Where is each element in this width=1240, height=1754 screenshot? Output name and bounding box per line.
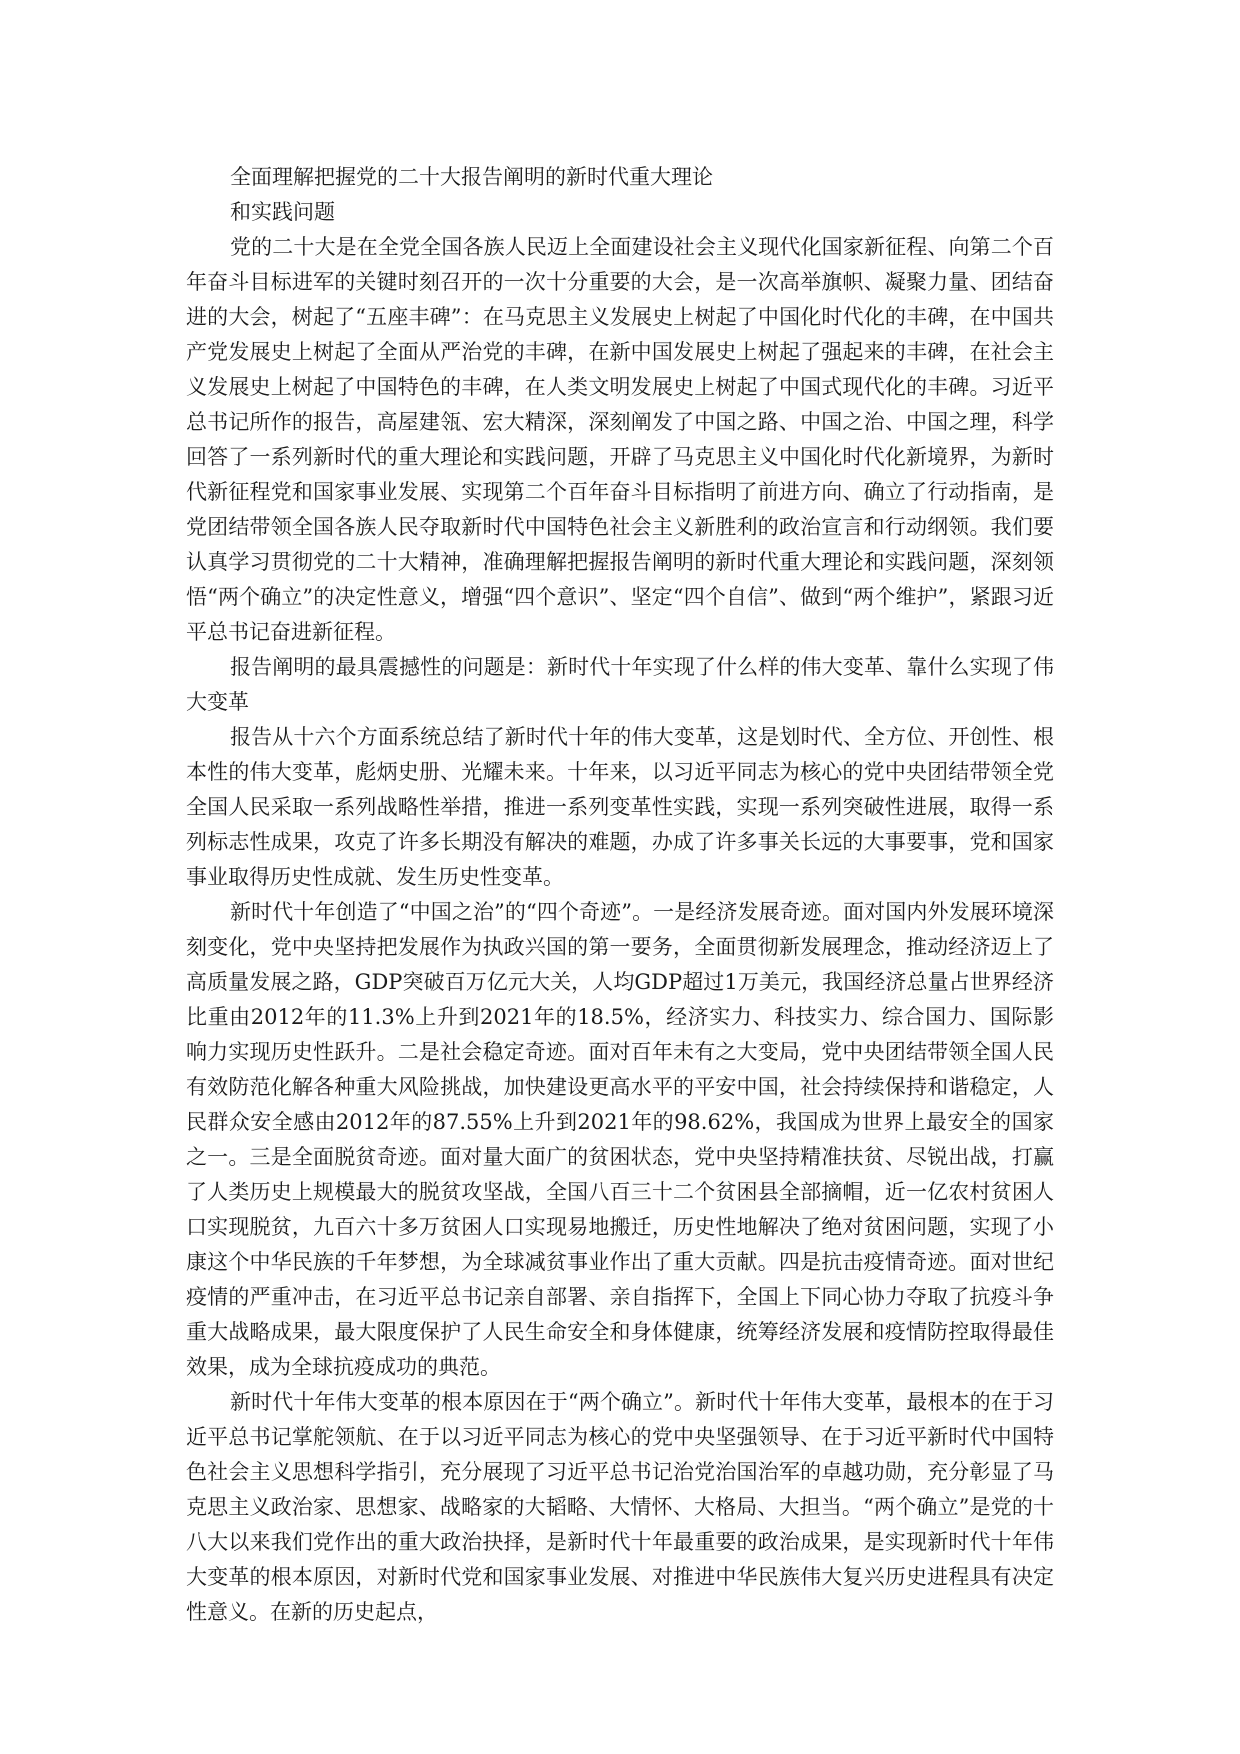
paragraph-intro: 党的二十大是在全党全国各族人民迈上全面建设社会主义现代化国家新征程、向第二个百年奋斗目标进军的关键时刻召开的一次十分重要的大会，是一次高举旗帜、凝聚力量、团结奋进的大会，树起了“五座丰碑”：在马克思主义发展史上树起了中国化时代化的丰碑，在中国共产党发展史上树起了全面从严治党的丰碑，在新中国发展史上树起了强起来的丰碑，在社会主义发展史上树起了中国特色的丰碑，在人类文明发展史上树起了中国式现代化的丰碑。习近平总书记所作的报告，高屋建瓴、宏大精深，深刻阐发了中国之路、中国之治、中国之理，科学回答了一系列新时代的重大理论和实践问题，开辟了马克思主义中国化时代化新境界，为新时代新征程党和国家事业发展、实现第二个百年奋斗目标指明了前进方向、确立了行动指南，是党团结带领全国各族人民夺取新时代中国特色社会主义新胜利的政治宣言和行动纲领。我们要认真学习贯彻党的二十大精神，准确理解把握报告阐明的新时代重大理论和实践问题，深刻领悟“两个确立”的决定性意义，增强“四个意识”、坚定“四个自信”、做到“两个维护”，紧跟习近平总书记奋进新征程。 xyxy=(186,235,1054,644)
paragraph-sixteen-aspects: 报告从十六个方面系统总结了新时代十年的伟大变革，这是划时代、全方位、开创性、根本性的伟大变革，彪炳史册、光耀未来。十年来，以习近平同志为核心的党中央团结带领全党全国人民采取一系列战略性举措，推进一系列变革性实践，实现一系列突破性进展，取得一系列标志性成果，攻克了许多长期没有解决的难题，办成了许多事关长远的大事要事，党和国家事业取得历史性成就、发生历史性变革。 xyxy=(186,725,1054,889)
document-title xyxy=(186,160,1054,230)
section-heading-great-change: 报告阐明的最具震撼性的问题是：新时代十年实现了什么样的伟大变革、靠什么实现了伟大变革 xyxy=(186,655,1054,714)
paragraph-two-establishments: 新时代十年伟大变革的根本原因在于“两个确立”。新时代十年伟大变革，最根本的在于习近平总书记掌舵领航、在于以习近平同志为核心的党中央坚强领导、在于习近平新时代中国特色社会主义思想科学指引，充分展现了习近平总书记治党治国治军的卓越功勋，充分彰显了马克思主义政治家、思想家、战略家的大韬略、大情怀、大格局、大担当。“两个确立”是党的十八大以来我们党作出的重大政治抉择，是新时代十年最重要的政治成果，是实现新时代十年伟大变革的根本原因，对新时代党和国家事业发展、对推进中华民族伟大复兴历史进程具有决定性意义。在新的历史起点， xyxy=(186,1390,1054,1624)
document-page xyxy=(186,160,1054,1630)
document-title-line-2: 和实践问题 xyxy=(230,200,335,224)
document-title-line-1: 全面理解把握党的二十大报告阐明的新时代重大理论 xyxy=(230,165,713,189)
paragraph-four-miracles: 新时代十年创造了“中国之治”的“四个奇迹”。一是经济发展奇迹。面对国内外发展环境深刻变化，党中央坚持把发展作为执政兴国的第一要务，全面贯彻新发展理念，推动经济迈上了高质量发展之路，GDP突破百万亿元大关，人均GDP超过1万美元，我国经济总量占世界经济比重由2012年的11.3%上升到2021年的18.5%，经济实力、科技实力、综合国力、国际影响力实现历史性跃升。二是社会稳定奇迹。面对百年未有之大变局，党中央团结带领全国人民有效防范化解各种重大风险挑战，加快建设更高水平的平安中国，社会持续保持和谐稳定，人民群众安全感由2012年的87.55%上升到2021年的98.62%，我国成为世界上最安全的国家之一。三是全面脱贫奇迹。面对量大面广的贫困状态，党中央坚持精准扶贫、尽锐出战，打赢了人类历史上规模最大的脱贫攻坚战，全国八百三十二个贫困县全部摘帽，近一亿农村贫困人口实现脱贫，九百六十多万贫困人口实现易地搬迁，历史性地解决了绝对贫困问题，实现了小康这个中华民族的千年梦想，为全球减贫事业作出了重大贡献。四是抗击疫情奇迹。面对世纪疫情的严重冲击，在习近平总书记亲自部署、亲自指挥下，全国上下同心协力夺取了抗疫斗争重大战略成果，最大限度保护了人民生命安全和身体健康，统筹经济发展和疫情防控取得最佳效果，成为全球抗疫成功的典范。 xyxy=(186,900,1054,1379)
